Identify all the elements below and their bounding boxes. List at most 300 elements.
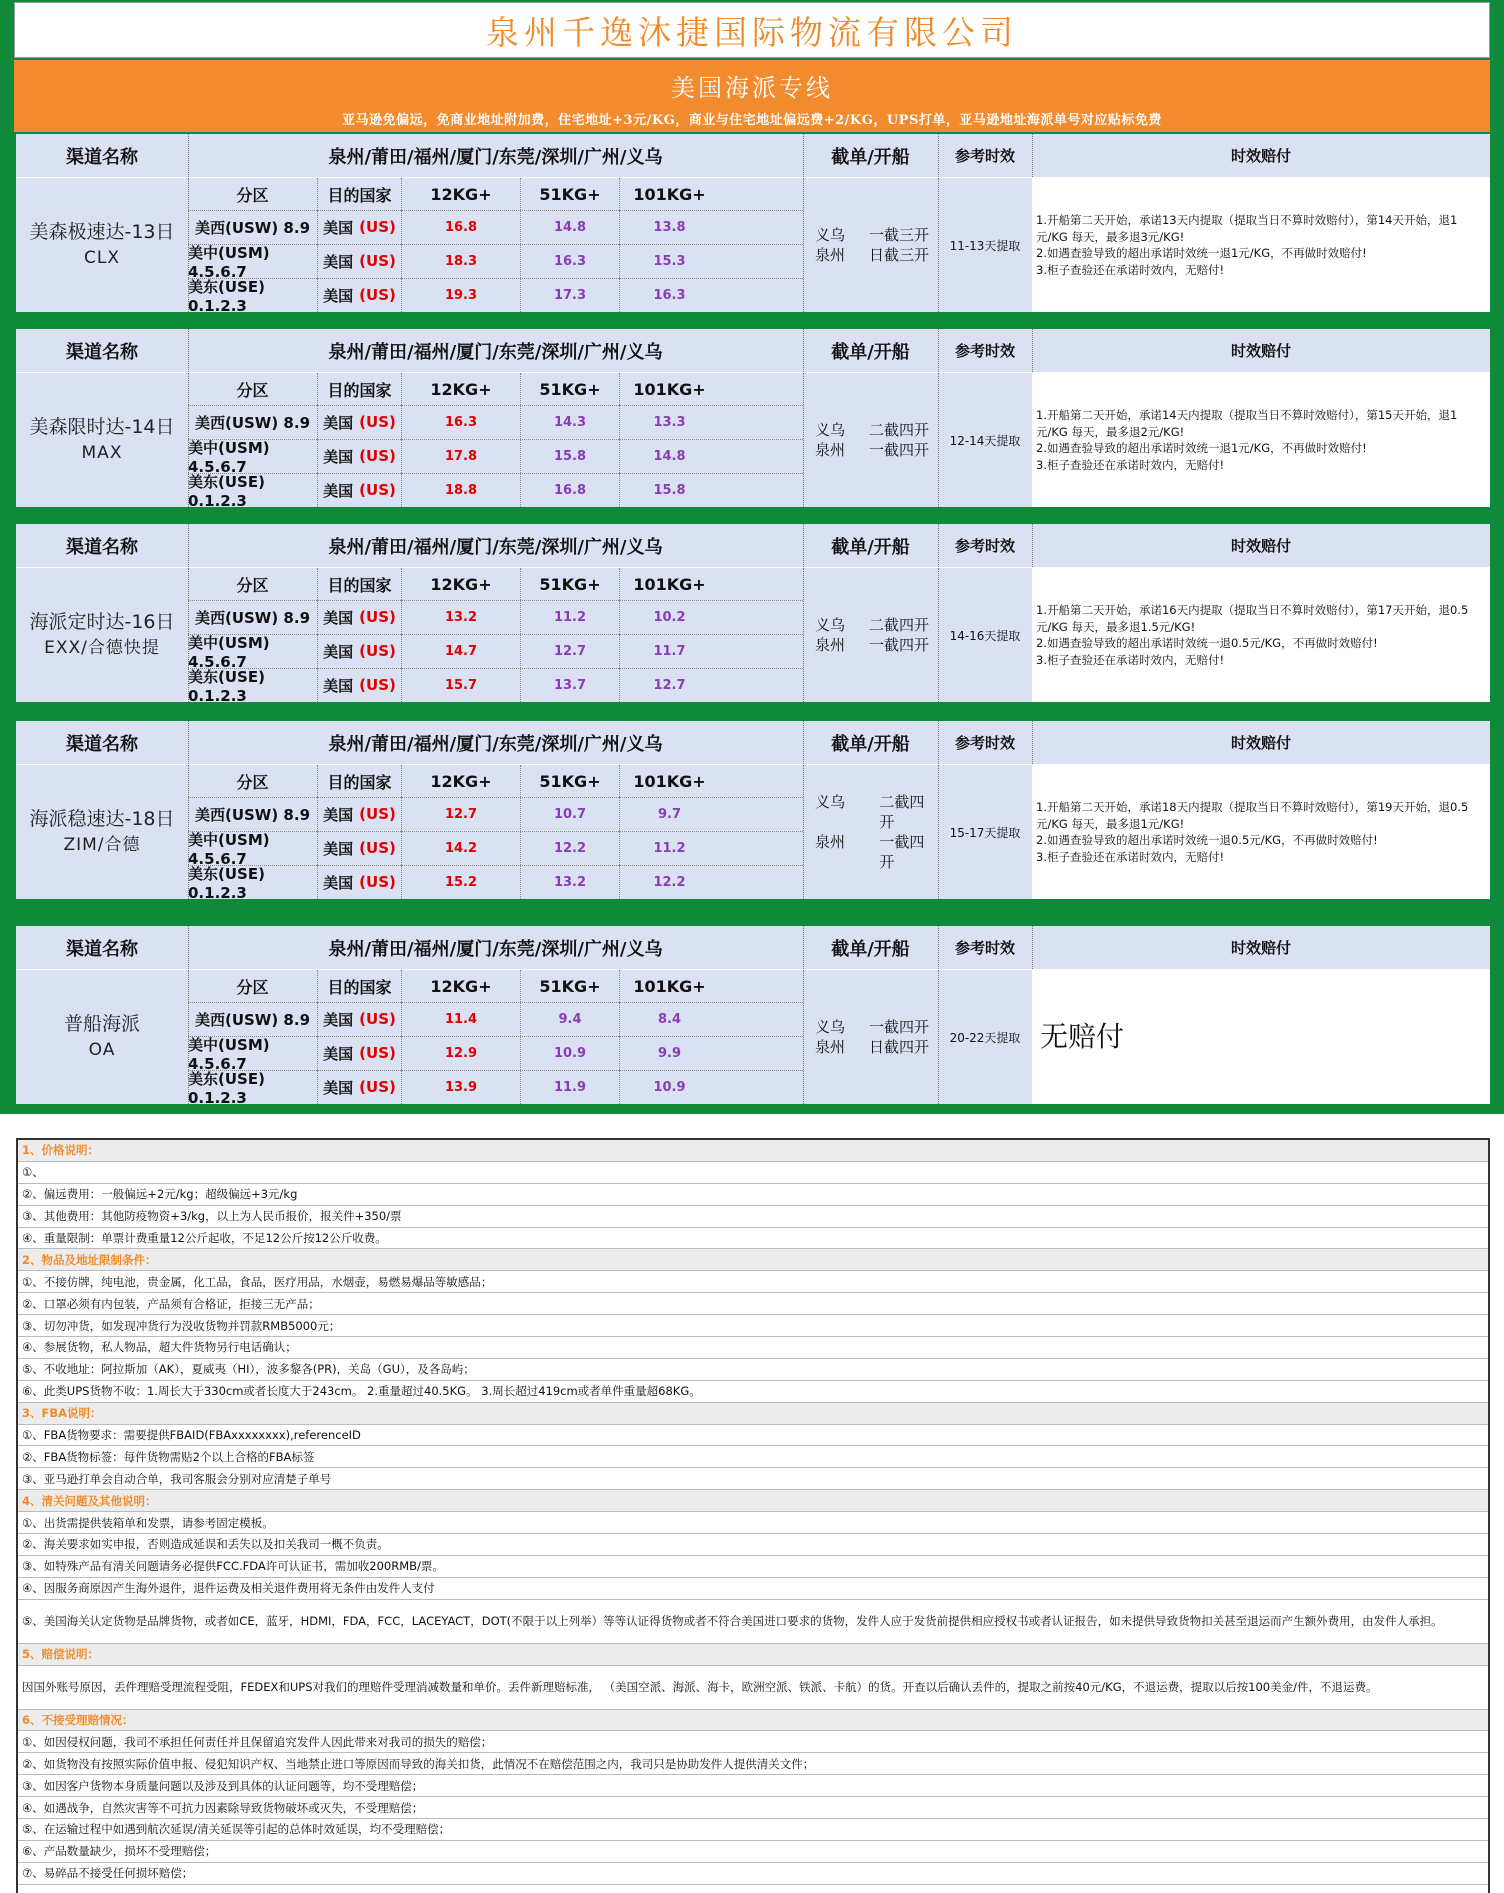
channel-code: ZIM/合德	[63, 835, 141, 855]
cutoff-city: 义乌	[815, 421, 846, 439]
destination-country	[318, 831, 402, 865]
notes-line: ⑤、在运输过程中如遇到航次延误/清关延误等引起的总体时效延误，均不受理赔偿；	[18, 1819, 1488, 1841]
price-header-zone: 分区	[188, 568, 318, 600]
price-header-zone: 分区	[188, 178, 318, 210]
destination-country	[318, 865, 402, 899]
country-code: (US)	[359, 873, 396, 891]
header-ref: 参考时效	[954, 939, 1015, 957]
banner-subtitle: 亚马逊免偏远，免商业地址附加费，住宅地址+3元/KG，商业与住宅地址偏远费+2/KG，UPS打单，亚马逊地址海派单号对应贴标免费	[342, 113, 1162, 128]
header-cities: 泉州/莆田/福州/厦门/东莞/深圳/广州/义乌	[328, 938, 663, 960]
country-name: 美国	[323, 1044, 354, 1063]
price-cell: 15.8	[653, 482, 686, 498]
price-grid	[188, 178, 803, 315]
notes-section-title: 6、不接受理赔情况：	[18, 1710, 1488, 1732]
zone-label: 美西(USW) 8.9	[188, 405, 318, 439]
cutoff-cell	[803, 568, 938, 702]
reference-time: 14-16天提取	[949, 628, 1021, 643]
price-cell: 11.2	[653, 840, 686, 856]
cutoff-line	[815, 225, 938, 245]
notes-section-title: 2、物品及地址限制条件：	[18, 1249, 1488, 1271]
price-row	[188, 1069, 803, 1107]
cutoff-city: 义乌	[815, 616, 846, 634]
cutoff-line	[815, 245, 938, 265]
channel-header-row	[16, 134, 1490, 177]
column-divider	[188, 178, 189, 312]
compensation-line: 2.如遇查验导致的超出承诺时效统一退1元/KG，不再做时效赔付!	[1036, 441, 1367, 455]
country-name: 美国	[323, 642, 354, 661]
header-divider	[188, 134, 189, 177]
channel-block	[16, 926, 1490, 1107]
country-name: 美国	[323, 447, 354, 466]
cutoff-schedule: 一截四开	[869, 636, 930, 654]
channel-block	[16, 329, 1490, 510]
country-code: (US)	[359, 252, 396, 270]
header-comp: 时效赔付	[1230, 342, 1291, 360]
compensation-line: 2.如遇查验导致的超出承诺时效统一退0.5元/KG，不再做时效赔付!	[1036, 636, 1378, 650]
compensation-line: 3.柜子查验还在承诺时效内，无赔付!	[1036, 457, 1225, 472]
price-row	[188, 210, 803, 244]
price-cell: 9.4	[521, 1002, 620, 1036]
cutoff-city: 义乌	[815, 226, 846, 244]
country-name: 美国	[323, 805, 354, 824]
country-name: 美国	[323, 1078, 354, 1097]
channel-name: 普船海派	[63, 1013, 140, 1035]
notes-line: ③、如因客户货物本身质量问题以及涉及到具体的认证问题等，均不受理赔偿；	[18, 1775, 1488, 1797]
cutoff-city: 泉州	[815, 1038, 846, 1056]
price-header-w3: 101KG+	[633, 976, 706, 996]
channel-body	[16, 970, 1490, 1107]
country-code: (US)	[359, 805, 396, 823]
country-code: (US)	[359, 481, 396, 499]
price-header-w2: 51KG+	[521, 970, 620, 1002]
country-code: (US)	[359, 1078, 396, 1096]
price-cell: 13.7	[521, 668, 620, 702]
price-header-w1: 12KG+	[402, 568, 521, 600]
price-grid	[188, 970, 803, 1107]
price-header-row	[188, 970, 803, 1002]
price-header-dest: 目的国家	[318, 178, 402, 210]
cutoff-line	[815, 420, 938, 440]
cutoff-line	[815, 1037, 938, 1057]
price-cell: 16.3	[402, 405, 521, 439]
country-name: 美国	[323, 839, 354, 858]
zone-label: 美东(USE) 0.1.2.3	[188, 668, 318, 702]
header-divider	[188, 329, 189, 372]
notes-section-title: 3、FBA说明：	[18, 1403, 1488, 1425]
cutoff-schedule: 二截四开	[869, 421, 930, 439]
cutoff-line	[815, 792, 938, 832]
price-cell: 14.8	[653, 448, 686, 464]
cutoff-line	[815, 615, 938, 635]
price-cell: 12.7	[402, 797, 521, 831]
compensation-terms	[1032, 765, 1490, 899]
price-cell: 17.3	[521, 278, 620, 312]
price-row	[188, 633, 803, 671]
header-cutoff: 截单/开船	[831, 733, 910, 755]
channel-header-row	[16, 329, 1490, 372]
price-cell: 10.7	[521, 797, 620, 831]
header-channel: 渠道名称	[66, 938, 138, 960]
price-cell: 16.8	[521, 473, 620, 507]
country-name: 美国	[323, 608, 354, 627]
channel-name: 美森限时达-14日	[29, 416, 175, 438]
country-name: 美国	[323, 873, 354, 892]
cutoff-city: 义乌	[815, 793, 846, 811]
header-divider	[938, 134, 939, 177]
reference-time: 11-13天提取	[949, 238, 1021, 253]
price-cell: 11.2	[521, 600, 620, 634]
price-grid	[188, 765, 803, 902]
price-cell: 11.4	[402, 1002, 521, 1036]
country-name: 美国	[323, 218, 354, 237]
country-code: (US)	[359, 447, 396, 465]
header-ref: 参考时效	[954, 342, 1015, 360]
compensation-line: 2.如遇查验导致的超出承诺时效统一退1元/KG，不再做时效赔付!	[1036, 246, 1367, 260]
price-cell: 9.7	[657, 806, 682, 822]
zone-label: 美中(USM) 4.5.6.7	[188, 1036, 318, 1070]
column-divider	[188, 373, 189, 507]
destination-country	[318, 473, 402, 507]
notes-line: ⑦、易碎品不接受任何损坏赔偿；	[18, 1863, 1488, 1885]
country-code: (US)	[359, 608, 396, 626]
price-header-dest: 目的国家	[318, 970, 402, 1002]
price-grid	[188, 373, 803, 510]
header-divider	[1032, 721, 1033, 764]
price-cell: 13.2	[402, 600, 521, 634]
channel-header-row	[16, 524, 1490, 567]
header-comp: 时效赔付	[1230, 537, 1291, 555]
reference-time: 20-22天提取	[949, 1030, 1021, 1045]
price-header-zone: 分区	[188, 765, 318, 797]
price-cell: 12.2	[653, 874, 686, 890]
price-row	[188, 667, 803, 705]
price-header-w3: 101KG+	[633, 379, 706, 399]
country-code: (US)	[359, 1044, 396, 1062]
header-divider	[803, 524, 804, 567]
compensation-terms	[1032, 970, 1490, 1104]
destination-country	[318, 797, 402, 831]
cutoff-schedule: 一截四开	[869, 441, 930, 459]
notes-line: ③、亚马逊打单会自动合单，我司客服会分别对应清楚子单号	[18, 1468, 1488, 1490]
header-divider	[1032, 926, 1033, 969]
cutoff-schedule: 日截三开	[869, 246, 930, 264]
compensation-line: 1.开船第二天开始，承诺14天内提取（提取当日不算时效赔付），第15天开始，退1元/KG 每天，最多退2元/KG!	[1036, 408, 1458, 439]
price-row	[188, 1035, 803, 1073]
price-row	[188, 600, 803, 634]
price-cell: 14.3	[521, 405, 620, 439]
cutoff-cell	[803, 765, 938, 899]
price-header-w1: 12KG+	[402, 765, 521, 797]
price-row	[188, 405, 803, 439]
price-cell: 18.8	[402, 473, 521, 507]
header-comp: 时效赔付	[1230, 734, 1291, 752]
price-cell: 14.8	[521, 210, 620, 244]
cutoff-city: 泉州	[815, 833, 846, 851]
country-code: (US)	[359, 413, 396, 431]
header-ref: 参考时效	[954, 537, 1015, 555]
country-code: (US)	[359, 1010, 396, 1028]
price-header-w2: 51KG+	[521, 765, 620, 797]
compensation-line: 无赔付	[1040, 1019, 1125, 1053]
notes-line: ④、因服务商原因产生海外退件，退件运费及相关退件费用将无条件由发件人支付	[18, 1578, 1488, 1600]
price-cell: 16.3	[521, 244, 620, 278]
notes-line: ②、海关要求如实申报，否则造成延误和丢失以及扣关我司一概不负责。	[18, 1534, 1488, 1556]
notes-line: ⑤、不收地址：阿拉斯加（AK），夏威夷（HI），波多黎各(PR)，关岛（GU），及各岛屿；	[18, 1359, 1488, 1381]
header-divider	[938, 721, 939, 764]
compensation-line: 3.柜子查验还在承诺时效内，无赔付!	[1036, 849, 1225, 864]
zone-label: 美中(USM) 4.5.6.7	[188, 634, 318, 668]
header-cutoff: 截单/开船	[831, 938, 910, 960]
header-divider	[803, 329, 804, 372]
header-cities: 泉州/莆田/福州/厦门/东莞/深圳/广州/义乌	[328, 536, 663, 558]
channel-code: CLX	[84, 248, 120, 268]
price-cell: 15.8	[521, 439, 620, 473]
country-name: 美国	[323, 286, 354, 305]
price-header-row	[188, 765, 803, 797]
notes-line: ①、如因侵权问题，我司不承担任何责任并且保留追究发件人因此带来对我司的损失的赔偿；	[18, 1731, 1488, 1753]
price-row	[188, 472, 803, 510]
notes-line: ③、如特殊产品有清关问题请务必提供FCC.FDA许可认证书，需加收200RMB/票。	[18, 1556, 1488, 1578]
channel-name: 海派稳速达-18日	[29, 808, 175, 830]
header-divider	[188, 721, 189, 764]
channel-body	[16, 178, 1490, 315]
compensation-terms	[1032, 178, 1490, 312]
channel-name-cell	[16, 765, 188, 899]
destination-country	[318, 405, 402, 439]
price-header-w1: 12KG+	[402, 178, 521, 210]
price-header-w2: 51KG+	[521, 568, 620, 600]
price-row	[188, 797, 803, 831]
destination-country	[318, 1036, 402, 1070]
channel-code: OA	[88, 1040, 116, 1060]
channel-header-row	[16, 926, 1490, 969]
compensation-line: 2.如遇查验导致的超出承诺时效统一退0.5元/KG，不再做时效赔付!	[1036, 833, 1378, 847]
notes-panel	[16, 1138, 1490, 1893]
header-cutoff: 截单/开船	[831, 341, 910, 363]
price-cell: 19.3	[402, 278, 521, 312]
header-channel: 渠道名称	[66, 733, 138, 755]
price-cell: 13.8	[653, 219, 686, 235]
destination-country	[318, 278, 402, 312]
cutoff-line	[815, 832, 938, 872]
notes-line: ③、切勿冲货，如发现冲货行为没收货物并罚款RMB5000元；	[18, 1315, 1488, 1337]
reference-time: 12-14天提取	[949, 433, 1021, 448]
channel-block	[16, 721, 1490, 902]
price-cell: 15.2	[402, 865, 521, 899]
notes-line: ⑥、此类UPS货物不收：1.周长大于330cm或者长度大于243cm。 2.重量超过40.5KG。 3.周长超过419cm或者单件重量超68KG。	[18, 1381, 1488, 1403]
price-cell: 12.2	[521, 831, 620, 865]
price-header-dest: 目的国家	[318, 568, 402, 600]
zone-label: 美东(USE) 0.1.2.3	[188, 865, 318, 899]
price-row	[188, 277, 803, 315]
price-row	[188, 830, 803, 868]
notes-line: ④、参展货物，私人物品，超大件货物另行电话确认；	[18, 1337, 1488, 1359]
price-header-row	[188, 373, 803, 405]
zone-label: 美东(USE) 0.1.2.3	[188, 473, 318, 507]
cutoff-cell	[803, 970, 938, 1104]
compensation-line: 3.柜子查验还在承诺时效内，无赔付!	[1036, 652, 1225, 667]
cutoff-line	[815, 1017, 938, 1037]
country-name: 美国	[323, 481, 354, 500]
banner-title: 美国海派专线	[671, 74, 833, 102]
cutoff-schedule: 一截四开	[869, 1018, 930, 1036]
country-name: 美国	[323, 1010, 354, 1029]
channel-code: MAX	[81, 443, 123, 463]
price-header-w3: 101KG+	[633, 574, 706, 594]
price-cell: 16.8	[402, 210, 521, 244]
notes-line: ④、如遇战争，自然灾害等不可抗力因素除导致货物破坏或灭失，不受理赔偿；	[18, 1797, 1488, 1819]
price-header-row	[188, 568, 803, 600]
country-code: (US)	[359, 218, 396, 236]
notes-section-title: 4、清关问题及其他说明：	[18, 1490, 1488, 1512]
channel-body	[16, 568, 1490, 705]
price-cell: 13.9	[402, 1070, 521, 1104]
destination-country	[318, 600, 402, 634]
zone-label: 美中(USM) 4.5.6.7	[188, 439, 318, 473]
header-divider	[803, 721, 804, 764]
zone-label: 美西(USW) 8.9	[188, 600, 318, 634]
header-divider	[938, 524, 939, 567]
price-header-w1: 12KG+	[402, 970, 521, 1002]
price-cell: 14.2	[402, 831, 521, 865]
notes-line: ①、	[18, 1162, 1488, 1184]
price-cell: 12.7	[521, 634, 620, 668]
header-cities: 泉州/莆田/福州/厦门/东莞/深圳/广州/义乌	[328, 733, 663, 755]
price-cell: 12.9	[402, 1036, 521, 1070]
price-cell: 15.3	[653, 253, 686, 269]
price-header-zone: 分区	[188, 970, 318, 1002]
header-divider	[803, 926, 804, 969]
header-channel: 渠道名称	[66, 536, 138, 558]
country-code: (US)	[359, 642, 396, 660]
notes-line: ③、其他费用：其他防疫物资+3/kg，以上为人民币报价，报关件+350/票	[18, 1206, 1488, 1228]
destination-country	[318, 668, 402, 702]
price-cell: 16.3	[653, 287, 686, 303]
price-header-w1: 12KG+	[402, 373, 521, 405]
cutoff-schedule: 日截四开	[869, 1038, 930, 1056]
cutoff-line	[815, 635, 938, 655]
zone-label: 美西(USW) 8.9	[188, 797, 318, 831]
channel-body	[16, 373, 1490, 510]
price-cell: 8.4	[657, 1011, 682, 1027]
notes-section-title: 1、价格说明：	[18, 1140, 1488, 1162]
notes-line: ⑥、产品数量缺少，损坏不受理赔偿；	[18, 1841, 1488, 1863]
reference-time: 15-17天提取	[949, 825, 1021, 840]
cutoff-schedule: 一截三开	[869, 226, 930, 244]
price-header-w3: 101KG+	[633, 184, 706, 204]
column-divider	[188, 970, 189, 1104]
price-row	[188, 864, 803, 902]
header-cutoff: 截单/开船	[831, 146, 910, 168]
price-header-row	[188, 178, 803, 210]
header-divider	[1032, 134, 1033, 177]
channel-name-cell	[16, 568, 188, 702]
header-cities: 泉州/莆田/福州/厦门/东莞/深圳/广州/义乌	[328, 341, 663, 363]
header-channel: 渠道名称	[66, 146, 138, 168]
price-cell: 12.7	[653, 677, 686, 693]
compensation-line: 1.开船第二天开始，承诺13天内提取（提取当日不算时效赔付），第14天开始，退1元/KG 每天，最多退3元/KG!	[1036, 213, 1458, 244]
cutoff-city: 泉州	[815, 246, 846, 264]
price-cell: 17.8	[402, 439, 521, 473]
channel-name-cell	[16, 178, 188, 312]
cutoff-schedule: 一截四开	[879, 833, 925, 871]
header-ref: 参考时效	[954, 147, 1015, 165]
notes-line: 因国外账号原因，丢件理赔受理流程受阻，FEDEX和UPS对我们的理赔件受理消减数量和单价。丢件新理赔标准， （美国空派、海派、海卡，欧洲空派、铁派、卡航）的货。开查以后确认丢件的，提取之前按40元/KG，不退运费，提取以后按100美金/件，不退运费。	[18, 1666, 1488, 1710]
notes-line: ②、FBA货物标签：每件货物需贴2个以上合格的FBA标签	[18, 1446, 1488, 1468]
header-divider	[1032, 524, 1033, 567]
compensation-terms	[1032, 568, 1490, 702]
cutoff-line	[815, 440, 938, 460]
price-grid	[188, 568, 803, 705]
country-name: 美国	[323, 252, 354, 271]
header-channel: 渠道名称	[66, 341, 138, 363]
header-divider	[938, 329, 939, 372]
cutoff-schedule: 二截四开	[879, 793, 925, 831]
cutoff-schedule: 二截四开	[869, 616, 930, 634]
notes-line: ②、偏远费用：一般偏远+2元/kg；超级偏远+3元/kg	[18, 1184, 1488, 1206]
destination-country	[318, 210, 402, 244]
price-cell: 10.2	[653, 609, 686, 625]
destination-country	[318, 439, 402, 473]
notes-line: ④、重量限制：单票计费重量12公斤起收，不足12公斤按12公斤收费。	[18, 1228, 1488, 1250]
price-cell: 15.7	[402, 668, 521, 702]
price-cell: 18.3	[402, 244, 521, 278]
cutoff-city: 泉州	[815, 636, 846, 654]
notes-line: ⑤、美国海关认定货物是品牌货物，或者如CE，蓝牙，HDMI，FDA，FCC，LACEYACT，DOT(不限于以上列举）等等认证得货物或者不符合美国进口要求的货物，发件人应于发货前提供相应授权书或者认证报告，如未提供导致货物扣关甚至退运而产生额外费用，由发件人承担。	[18, 1600, 1488, 1644]
zone-label: 美西(USW) 8.9	[188, 210, 318, 244]
column-divider	[188, 568, 189, 702]
channel-block	[16, 134, 1490, 315]
header-divider	[938, 926, 939, 969]
price-cell: 10.9	[521, 1036, 620, 1070]
header-ref: 参考时效	[954, 734, 1015, 752]
header-comp: 时效赔付	[1230, 939, 1291, 957]
country-code: (US)	[359, 839, 396, 857]
compensation-terms	[1032, 373, 1490, 507]
cutoff-cell	[803, 373, 938, 507]
header-divider	[188, 524, 189, 567]
price-row	[188, 243, 803, 281]
zone-label: 美中(USM) 4.5.6.7	[188, 244, 318, 278]
price-cell: 11.7	[653, 643, 686, 659]
country-name: 美国	[323, 413, 354, 432]
cutoff-cell	[803, 178, 938, 312]
country-code: (US)	[359, 676, 396, 694]
channel-name-cell	[16, 970, 188, 1104]
price-header-dest: 目的国家	[318, 765, 402, 797]
price-cell: 13.3	[653, 414, 686, 430]
compensation-line: 1.开船第二天开始，承诺16天内提取（提取当日不算时效赔付），第17天开始，退0.5元/KG 每天，最多退1.5元/KG!	[1036, 603, 1469, 634]
channel-code: EXX/合德快提	[44, 638, 160, 658]
price-row	[188, 1002, 803, 1036]
country-name: 美国	[323, 676, 354, 695]
compensation-line: 3.柜子查验还在承诺时效内，无赔付!	[1036, 262, 1225, 277]
destination-country	[318, 1002, 402, 1036]
notes-line: ②、口罩必须有内包装，产品须有合格证，拒接三无产品；	[18, 1293, 1488, 1315]
notes-line: ①、出货需提供装箱单和发票，请参考固定模板。	[18, 1512, 1488, 1534]
cutoff-city: 泉州	[815, 441, 846, 459]
notes-section-title: 5、赔偿说明：	[18, 1644, 1488, 1666]
cutoff-city: 义乌	[815, 1018, 846, 1036]
header-divider	[188, 926, 189, 969]
channel-header-row	[16, 721, 1490, 764]
header-comp: 时效赔付	[1230, 147, 1291, 165]
channel-name-cell	[16, 373, 188, 507]
destination-country	[318, 244, 402, 278]
header-cutoff: 截单/开船	[831, 536, 910, 558]
column-divider	[188, 765, 189, 899]
price-cell: 11.9	[521, 1070, 620, 1104]
